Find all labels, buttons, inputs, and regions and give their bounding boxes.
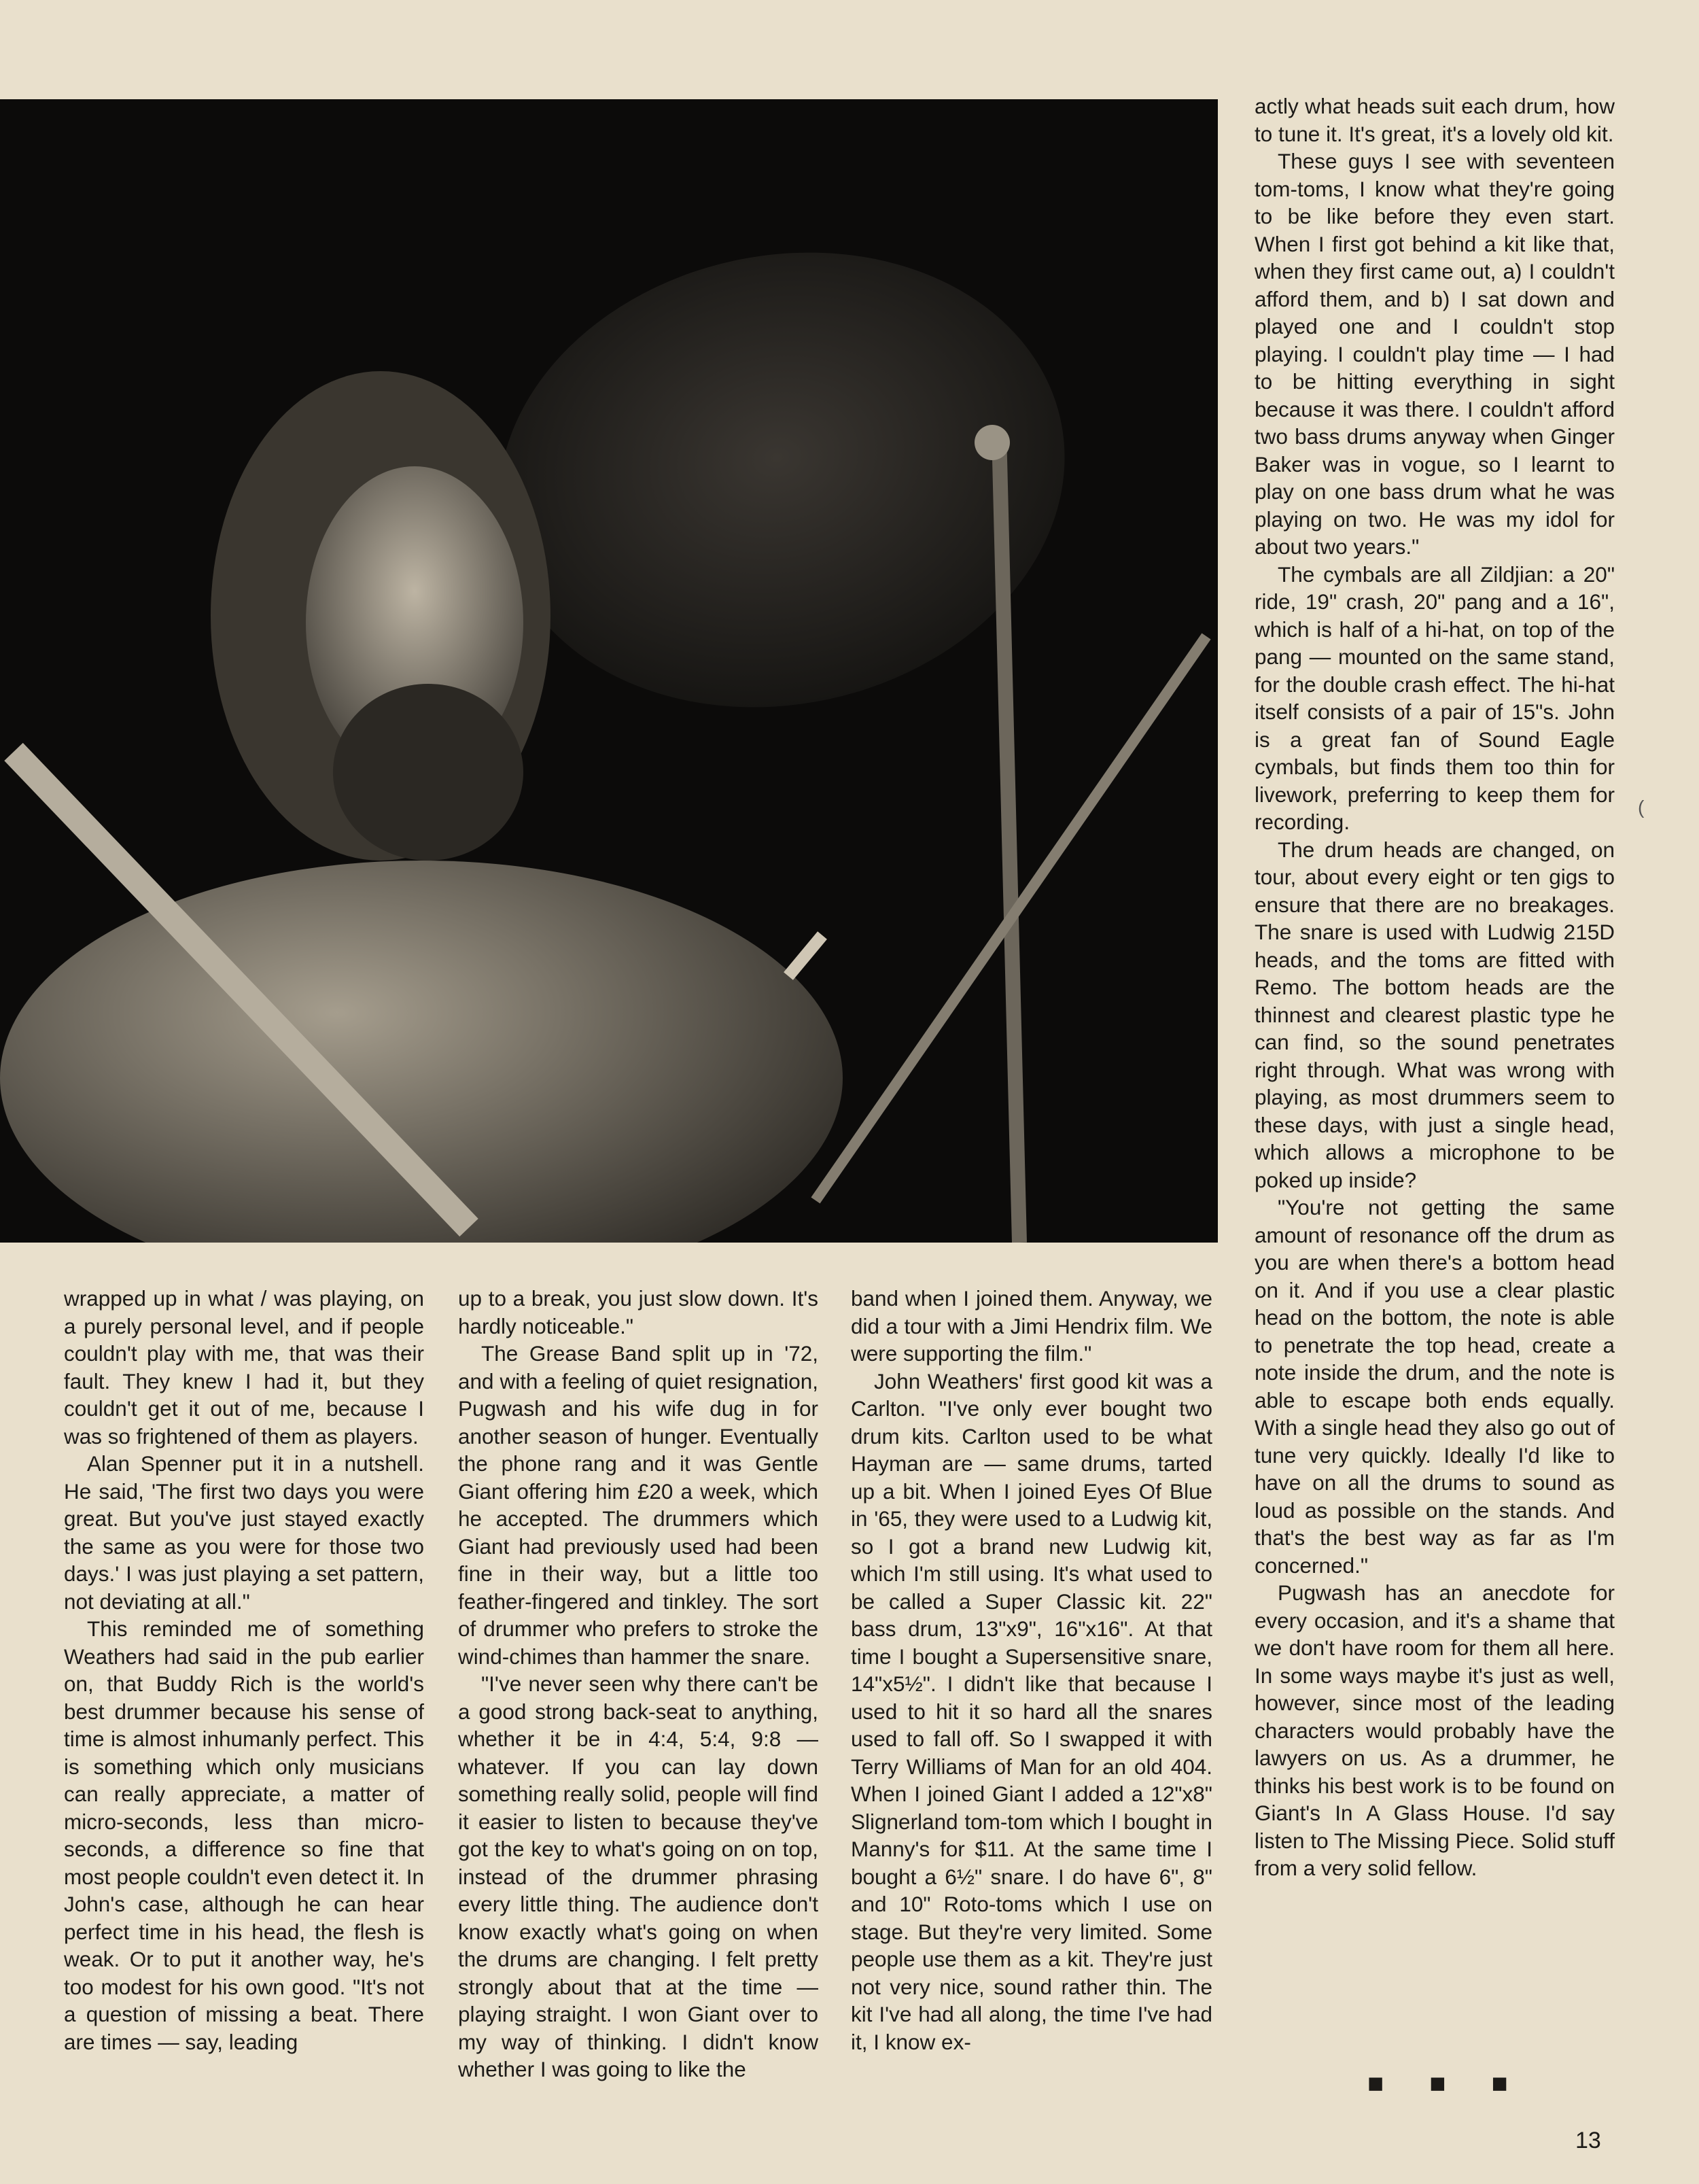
column-1	[64, 1285, 424, 2056]
photo-illustration	[0, 99, 1218, 1243]
paragraph: John Weathers' first good kit was a Carlton. "I've only ever bought two drum kits. Carlton used to be what Hayman are — same drums, tarted up a bit. When I joined Eyes Of Blue in '65, they were used to a Ludwig kit, so I got a brand new Ludwig kit, which I'm still using. It's what used to be called a Super Classic kit. 22" bass drum, 13"x9", 16"x16". At that time I bought a Supersensitive snare, 14"x5½". I didn't like that because I used to hit it so hard all the snares used to fall off. So I swapped it with Terry Williams of Man for an old 404. When I joined Giant I added a 12"x8" Slignerland tom-tom which I bought in Manny's for $11. At the same time I bought a 6½" snare. I do have 6", 8" and 10" Roto-toms which I use on stage. But they're very limited. Some people use them as a kit. They're just not very nice, sound rather thin. The kit I've had all along, the time I've had it, I know ex-	[851, 1368, 1212, 2054]
microphone	[975, 425, 1010, 460]
paragraph: "You're not getting the same amount of resonance off the drum as you are when there's a bottom head on it. And if you use a clear plastic head on the bottom, the note is able to penetrate the top head, create a note inside the drum, and the note is able to escape both ends equally. With a single head they also go out of tune very quickly. Ideally I'd like to have on all the drums to sound as loud as possible on the stands. And that's the best way as far as I'm concerned."	[1255, 1195, 1615, 1578]
column-4	[1255, 92, 1615, 1882]
paragraph: These guys I see with seventeen tom-toms, I know what they're going to be like before they even start. When I first got behind a kit like that, when they first came out, a) I couldn't afford them, and b) I sat down and played one and I couldn't stop playing. I couldn't play time — I had to be hitting everything in sight because it was there. I couldn't afford two bass drums anyway when Ginger Baker was in vogue, so I learnt to play on one bass drum what he was playing on two. He was my idol for about two years."	[1255, 149, 1615, 559]
edge-mark: (	[1638, 797, 1645, 818]
drummer-photo	[0, 99, 1218, 1243]
paragraph: wrapped up in what / was playing, on a purely personal level, and if people couldn't play with me, that was their fault. They knew I had it, but they couldn't get it out of me, because I was so frightened of them as players.	[64, 1286, 424, 1449]
paragraph: The drum heads are changed, on tour, about every eight or ten gigs to ensure that there are no breakages. The snare is used with Ludwig 215D heads, and the toms are fitted with Remo. The bottom heads are the thinnest and clearest plastic type he can find, so the sound penetrates right through. What was wrong with playing, as most drummers seem to these days, with just a single head, which allows a microphone to be poked up inside?	[1255, 837, 1615, 1192]
column-2	[458, 1285, 818, 2083]
column-3	[851, 1285, 1212, 2056]
paragraph: This reminded me of something Weathers had said in the pub earlier on, that Buddy Rich is the world's best drummer because his sense of time is almost inhumanly perfect. This is something which only musicians can really appreciate, a matter of micro-seconds, less than micro-seconds, a difference so fine that most people couldn't even detect it. In John's case, although he can hear perfect time in his head, the flesh is weak. Or to put it another way, he's too modest for his own good. "It's not a question of missing a beat. There are times — say, leading	[64, 1616, 424, 2054]
paragraph: band when I joined them. Anyway, we did a tour with a Jimi Hendrix film. We were supporting the film."	[851, 1286, 1212, 1366]
paragraph: "I've never seen why there can't be a good strong back-seat to anything, whether it be in 4:4, 5:4, 9:8 — whatever. If you can lay down something really solid, people will find it easier to listen to because they've got the key to what's going on on top, instead of the drummer phrasing every little thing. The audience don't know exactly what's going on when the drums are changing. I felt pretty strongly about that at the time — playing straight. I won Giant over to my way of thinking. I didn't know whether I was going to like the	[458, 1671, 818, 2081]
paragraph: The Grease Band split up in '72, and with a feeling of quiet resignation, Pugwash and his wife dug in for another season of hunger. Eventually the phone rang and it was Gentle Giant offering him £20 a week, which he accepted. The drummers which Giant had previously used had been fine in their way, but a little too feather-fingered and tinkley. The sort of drummer who prefers to stroke the wind-chimes than hammer the snare.	[458, 1341, 818, 1669]
paragraph: actly what heads suit each drum, how to tune it. It's great, it's a lovely old kit.	[1255, 94, 1615, 146]
paragraph: Pugwash has an anecdote for every occasion, and it's a shame that we don't have room for them all here. In some ways maybe it's just as well, however, since most of the leading characters would probably have the lawyers on us. As a drummer, he thinks his best work is to be found on Giant's In A Glass House. I'd say listen to The Missing Piece. Solid stuff from a very solid fellow.	[1255, 1580, 1615, 1880]
beard	[333, 684, 523, 861]
paragraph: up to a break, you just slow down. It's hardly noticeable."	[458, 1286, 818, 1338]
paragraph: The cymbals are all Zildjian: a 20" ride, 19" crash, 20" pang and a 16", which is half of a hi-hat, on top of the pang — mounted on the same stand, for the double crash effect. The hi-hat itself consists of a pair of 15"s. John is a great fan of Sound Eagle cymbals, but finds them too thin for livework, preferring to keep them for recording.	[1255, 561, 1615, 834]
end-of-article-marks: ■ ■ ■	[1367, 2068, 1527, 2098]
page-number: 13	[1575, 2128, 1601, 2153]
paragraph: Alan Spenner put it in a nutshell. He said, 'The first two days you were great. But you've just stayed exactly the same as you were for those two days.' I was just playing a set pattern, not deviating at all."	[64, 1451, 424, 1614]
